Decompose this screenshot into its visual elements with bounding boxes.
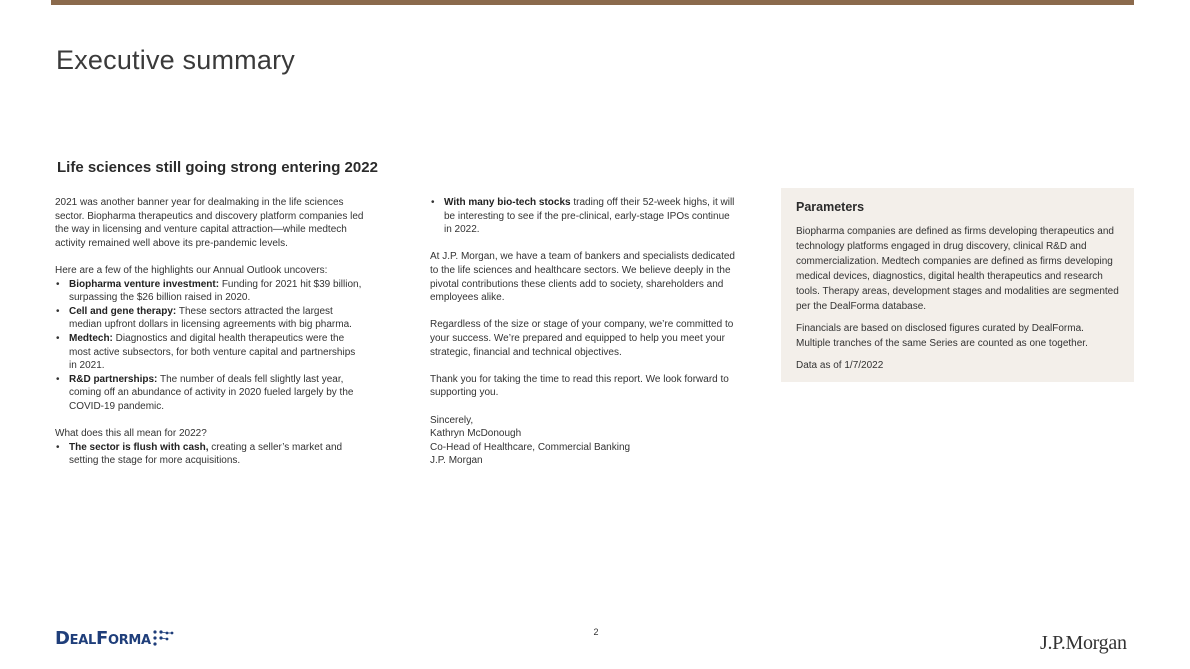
middle-column [430, 196, 736, 468]
parameters-title: Parameters [796, 200, 865, 214]
parameters-box [781, 188, 1134, 382]
top-accent-rule [51, 0, 1134, 5]
commitment-paragraph: Regardless of the size or stage of your company, we’re committed to your success. We’re prepared and equipped to help you meet your strategic, financial and technical objectives. [430, 319, 734, 358]
left-column [55, 196, 365, 468]
dealforma-logo [55, 628, 176, 649]
highlight-item: • Cell and gene therapy: These sectors attracted the largest median upfront dollars in licensing agreements with big pharma. [55, 305, 365, 332]
dealforma-wordmark: DealForma [55, 628, 151, 649]
page-title: Executive summary [56, 45, 295, 75]
parameters-definition: Biopharma companies are defined as firms developing therapeutics and technology platforms engaged in drug discovery, clinical R&D and commercialization. Medtech companies are defined as firms developing medical devices, diagnostics, digital health therapeutics and research tools. Therapy areas, development stages and modalities are segmented per the DealForma database. [796, 226, 1119, 312]
highlights-intro: Here are a few of the highlights our Annual Outlook uncovers: [55, 264, 328, 276]
meaning-intro: What does this all mean for 2022? [55, 428, 207, 440]
meaning-list-continued [430, 196, 736, 237]
highlight-item: • Biopharma venture investment: Funding for 2021 hit $39 billion, surpassing the $26 billion raised in 2020. [55, 278, 365, 305]
signer-name: Kathryn McDonough [430, 428, 522, 440]
meaning-item: • The sector is flush with cash, creating a seller’s market and setting the stage for more acquisitions. [55, 441, 365, 468]
meaning-list [55, 441, 365, 468]
jpmorgan-logo: J.P.Morgan [1040, 632, 1127, 654]
highlight-item: • R&D partnerships: The number of deals fell slightly last year, coming off an abundance of activity in 2020 fueled largely by the COVID-19 pandemic. [55, 373, 365, 414]
signer-organization: J.P. Morgan [430, 455, 483, 467]
thanks-paragraph: Thank you for taking the time to read this report. We look forward to supporting you. [430, 373, 729, 399]
intro-paragraph: 2021 was another banner year for dealmaking in the life sciences sector. Biopharma therapeutics and discovery platform companies led the way in licensing and venture capital attraction—while medtech activity remained well above its pre-pandemic levels. [55, 197, 364, 249]
page-number: 2 [593, 627, 599, 637]
parameters-data-date: Data as of 1/7/2022 [796, 360, 884, 371]
meaning-item: • With many bio-tech stocks trading off their 52-week highs, it will be interesting to see if the pre-clinical, early-stage IPOs continue in 2022. [430, 196, 736, 237]
highlights-list [55, 278, 365, 414]
dealforma-molecule-icon [152, 629, 176, 649]
signer-title: Co-Head of Healthcare, Commercial Banking [430, 441, 631, 453]
section-heading: Life sciences still going strong entering 2022 [57, 159, 378, 176]
parameters-financials: Financials are based on disclosed figures curated by DealForma. Multiple tranches of the same Series are counted as one together. [796, 323, 1088, 349]
highlight-item: • Medtech: Diagnostics and digital health therapeutics were the most active subsectors, for both venture capital and partnerships in 2021. [55, 332, 365, 373]
signoff: Sincerely, [430, 414, 474, 426]
team-paragraph: At J.P. Morgan, we have a team of bankers and specialists dedicated to the life sciences and healthcare sectors. We believe deeply in the pivotal contributions these clients add to society, shareholders and employees alike. [430, 251, 735, 304]
